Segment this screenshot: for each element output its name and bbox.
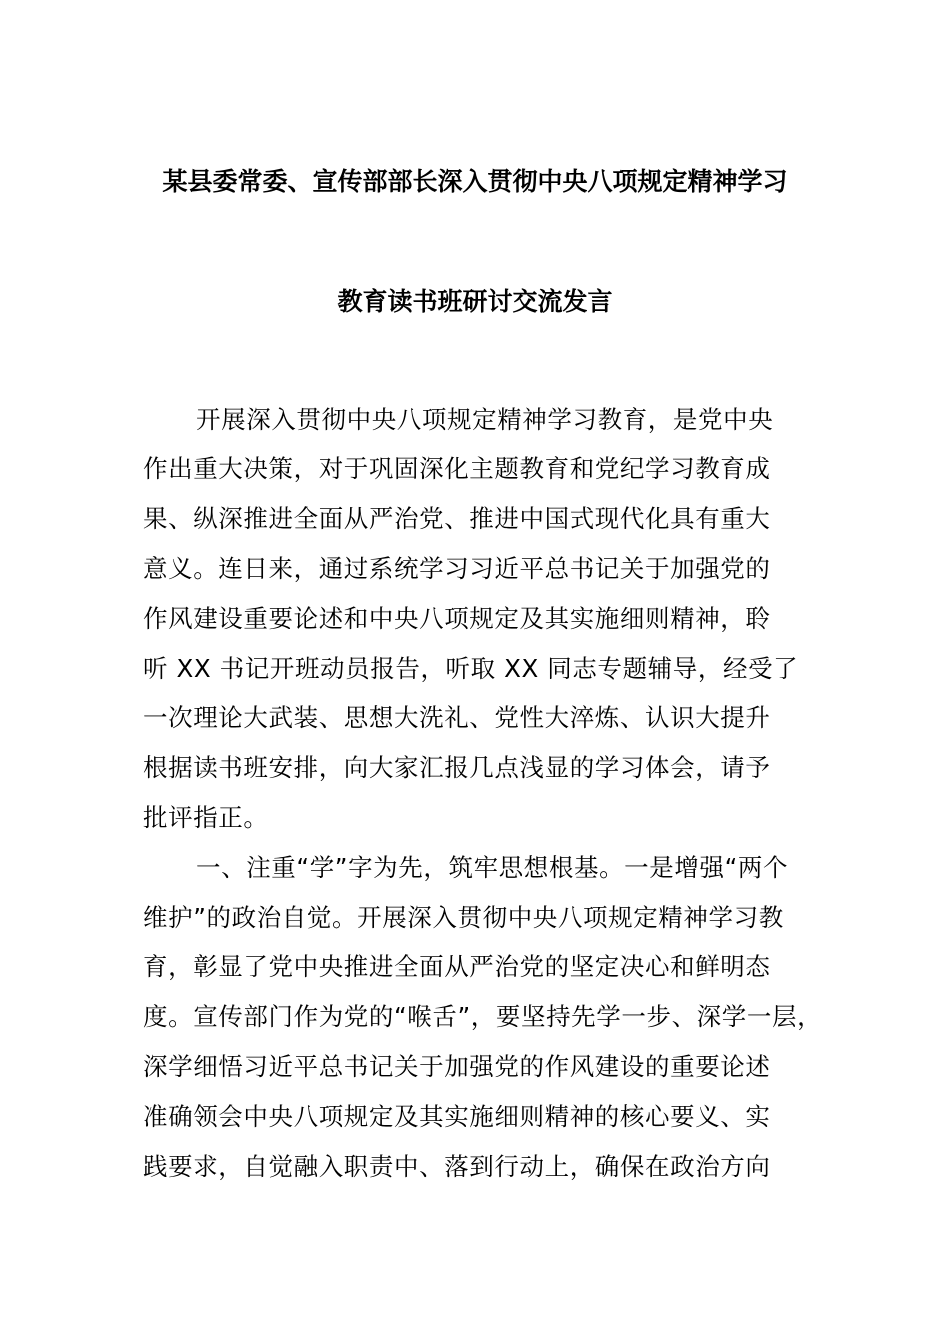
paragraph-line: 维护”的政治自觉。开展深入贯彻中央八项规定精神学习教 (143, 903, 784, 932)
paragraph-line: 度。宣传部门作为党的“喉舌”，要坚持先学一步、深学一层， (143, 1002, 823, 1031)
document-title-line-2: 教育读书班研讨交流发言 (337, 287, 613, 316)
paragraph-line: 意义。连日来，通过系统学习习近平总书记关于加强党的 (143, 554, 771, 583)
document-title-line-1: 某县委常委、宣传部部长深入贯彻中央八项规定精神学习 (162, 167, 788, 196)
paragraph-line: 深学细悟习近平总书记关于加强党的作风建设的重要论述 (143, 1052, 771, 1081)
paragraph-line: 一次理论大武装、思想大洗礼、党性大淬炼、认识大提升 (143, 703, 771, 732)
paragraph-line: 作风建设重要论述和中央八项规定及其实施细则精神，聆 (143, 604, 771, 633)
paragraph-line: 根据读书班安排，向大家汇报几点浅显的学习体会，请予 (143, 753, 771, 782)
paragraph-line: 作出重大决策，对于巩固深化主题教育和党纪学习教育成 (143, 454, 771, 483)
paragraph-line: 践要求，自觉融入职责中、落到行动上，确保在政治方向 (143, 1152, 771, 1181)
paragraph-line: 育，彰显了党中央推进全面从严治党的坚定决心和鲜明态 (143, 952, 771, 981)
paragraph-line: 果、纵深推进全面从严治党、推进中国式现代化具有重大 (143, 504, 771, 533)
paragraph-line: 一、注重“学”字为先，筑牢思想根基。一是增强“两个 (196, 853, 789, 882)
paragraph-line: 开展深入贯彻中央八项规定精神学习教育，是党中央 (196, 405, 774, 434)
paragraph-line: 听 XX 书记开班动员报告，听取 XX 同志专题辅导，经受了 (143, 654, 799, 683)
paragraph-line: 准确领会中央八项规定及其实施细则精神的核心要义、实 (143, 1102, 771, 1131)
paragraph-line: 批评指正。 (143, 803, 269, 832)
